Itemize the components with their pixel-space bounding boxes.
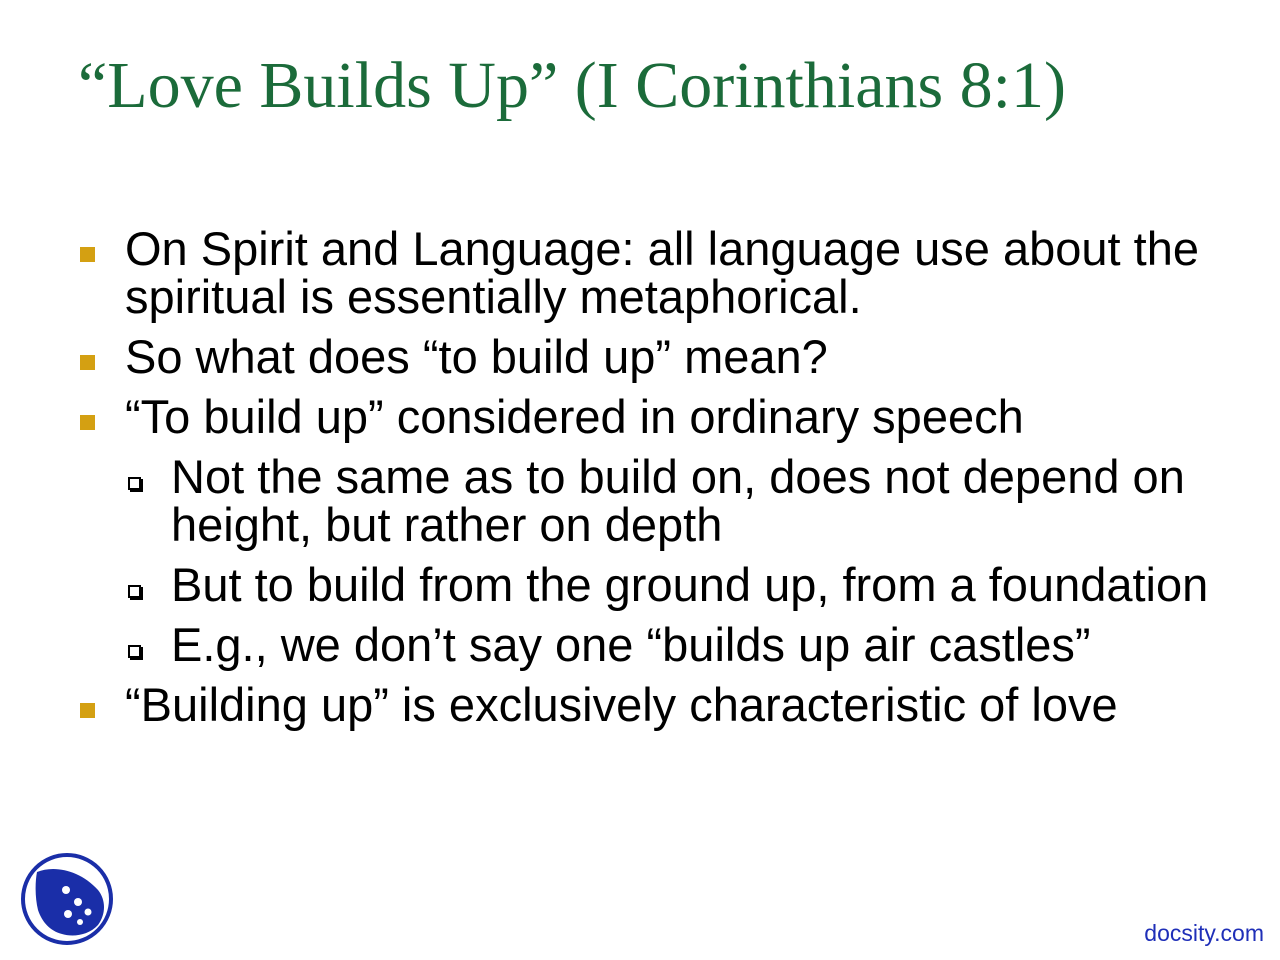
hollow-square-bullet-icon — [128, 645, 141, 658]
bullet-list — [78, 222, 1238, 741]
sub-bullet-item — [78, 450, 1238, 551]
docsity-logo-icon — [20, 852, 114, 946]
square-bullet-icon — [80, 247, 95, 262]
docsity-logo-svg — [20, 852, 114, 946]
bullet-text: “To build up” considered in ordinary speech — [125, 390, 1024, 443]
hollow-square-bullet-icon — [128, 477, 141, 490]
sub-bullet-text: Not the same as to build on, does not depend on height, but rather on depth — [171, 450, 1185, 551]
bullet-text: “Building up” is exclusively characteristic of love — [125, 678, 1118, 731]
sub-bullet-item — [78, 618, 1238, 671]
square-bullet-icon — [80, 355, 95, 370]
docsity-watermark[interactable]: docsity.com — [1144, 920, 1264, 946]
sub-bullet-text: But to build from the ground up, from a foundation — [171, 558, 1209, 611]
bullet-text: On Spirit and Language: all language use about the spiritual is essentially metaphorical. — [125, 222, 1200, 323]
bullet-item — [78, 222, 1238, 323]
square-bullet-icon — [80, 415, 95, 430]
bullet-item — [78, 678, 1238, 731]
bullet-item — [78, 390, 1238, 443]
sub-bullet-item — [78, 558, 1238, 611]
square-bullet-icon — [80, 703, 95, 718]
hollow-square-bullet-icon — [128, 585, 141, 598]
slide-title: “Love Builds Up” (I Corinthians 8:1) — [78, 49, 1067, 122]
sub-bullet-text: E.g., we don’t say one “builds up air castles” — [171, 618, 1091, 671]
bullet-item — [78, 330, 1238, 383]
bullet-text: So what does “to build up” mean? — [125, 330, 828, 383]
